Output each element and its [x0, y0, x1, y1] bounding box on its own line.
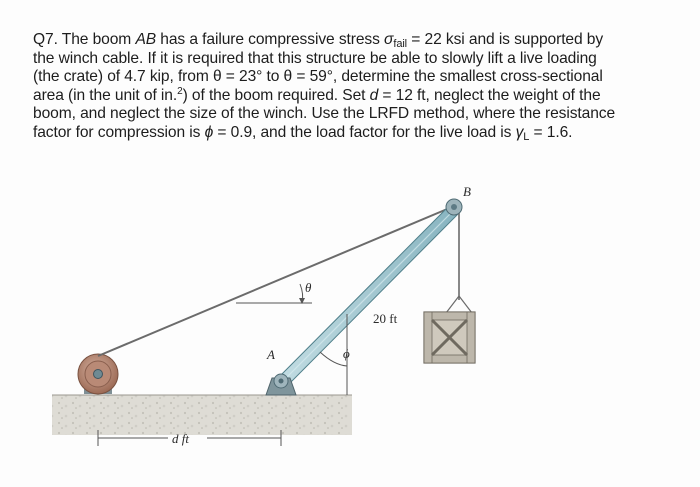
text-segment: Q7. The boom	[33, 31, 136, 48]
problem-line-5: boom, and neglect the size of the winch. Use the LRFD method, where the resistance	[33, 105, 616, 123]
ground	[52, 395, 352, 435]
l-subscript: L	[523, 130, 530, 143]
label-phi: ϕ	[343, 346, 350, 361]
crate	[424, 312, 475, 363]
text-segment: = 1.6.	[529, 123, 573, 141]
boom-symbol: AB	[135, 31, 157, 48]
pulley-b	[446, 199, 462, 215]
exponent: 2	[177, 85, 183, 97]
text-segment: factor for compression is	[33, 123, 205, 141]
problem-line-2: the winch cable. If it is required that this structure be able to slowly lift a live loading	[33, 49, 597, 67]
label-d: d ft	[172, 431, 189, 446]
phi-symbol: ϕ	[204, 123, 214, 141]
text-segment: has a failure compressive stress	[156, 31, 385, 48]
sling-right	[459, 296, 472, 313]
text-segment: = 12 ft, neglect the weight of the	[378, 86, 601, 104]
problem-line-3: (the crate) of 4.7 kip, from θ = 23° to θ = 59°, determine the smallest cross-sectional	[33, 68, 603, 86]
sigma-symbol: σ	[384, 31, 394, 48]
d-symbol: d	[369, 86, 379, 104]
label-b: B	[463, 184, 471, 199]
label-boom-length: 20 ft	[373, 311, 398, 326]
fail-subscript: fail	[393, 38, 408, 50]
sling-left	[446, 296, 459, 313]
text-segment: = 22 ksi and is supported by	[407, 31, 604, 48]
text-segment: area (in the unit of in.	[33, 86, 178, 104]
winch-cable	[98, 207, 452, 356]
gamma-symbol: γ	[515, 123, 524, 141]
label-theta: θ	[305, 280, 312, 295]
text-segment: = 0.9, and the load factor for the live load is	[213, 123, 516, 141]
label-a: A	[267, 347, 275, 362]
winch	[78, 354, 118, 394]
text-segment: ) of the boom required. Set	[182, 86, 370, 104]
